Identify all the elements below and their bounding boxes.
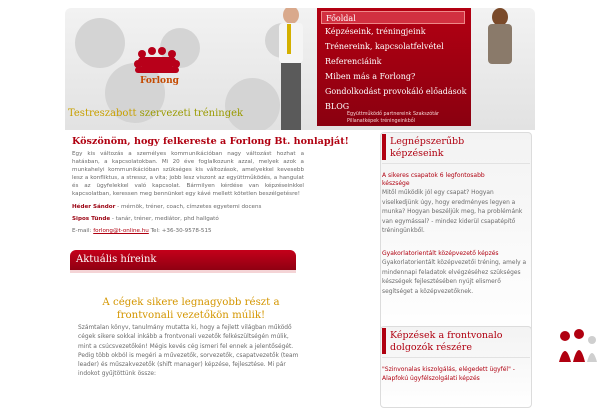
- menu-item-referenciaink[interactable]: Referenciáink: [325, 57, 382, 66]
- news-title: Aktuális híreink: [76, 254, 157, 265]
- welcome-title: Köszönöm, hogy felkereste a Forlong Bt. honlapját!: [72, 136, 349, 147]
- pawns-illustration-icon: [555, 326, 600, 366]
- tagline-highlight: Testreszabott: [68, 108, 137, 119]
- menu-item-miben-mas[interactable]: Miben más a Forlong?: [325, 72, 416, 81]
- news-divider: [70, 270, 296, 273]
- sidebar-title-accent: [382, 328, 386, 354]
- submenu-pillanatkepek[interactable]: Pillanatképek tréningeinkből: [347, 119, 416, 124]
- sidebar-link-csapatok[interactable]: A sikeres csapatok 6 legfontosabb: [382, 172, 485, 179]
- menu-item-fooldal[interactable]: Főoldal: [321, 11, 465, 24]
- contact-line: [72, 228, 212, 234]
- menu-item-blog[interactable]: BLOG: [325, 102, 350, 111]
- email-link[interactable]: forlong@t-online.hu: [93, 228, 149, 234]
- submenu-partnereink[interactable]: Együttműködő partnereink: [347, 112, 412, 117]
- menu-item-eloadasok[interactable]: Gondolkodást provokáló előadások: [325, 87, 467, 96]
- sidebar-title-frontline-1: Képzések a frontvonalo: [390, 330, 503, 341]
- person-name: Héder Sándor: [72, 204, 116, 210]
- sidebar-divider: [382, 357, 530, 358]
- article-title[interactable]: A cégek sikere legnagyobb részt a frontvonali vezetőkön múlik!: [102, 297, 280, 321]
- sidebar-link-ugyfelszolgalat-1[interactable]: "Szinvonalas kiszolgálás, elégedett ügyfél" -: [382, 366, 515, 373]
- tagline-rest: szervezeti tréningek: [136, 108, 244, 119]
- sidebar-text-csapatok: Mitől működik jól egy csapat? Hogyan viselkedjünk úgy, hogy eredményes legyen a munka? Hogyan beszéljük meg, ha problémánk van egymással? - mindez kiderül csapatépítő tréningünkből.: [382, 190, 523, 234]
- person-name: Sipos Tünde: [72, 216, 111, 222]
- person-heder: [72, 204, 261, 210]
- sidebar-link-kozepvezeto[interactable]: Gyakorlatorientált középvezető képzés: [382, 250, 499, 257]
- article-text: Számtalan könyv, tanulmány mutatta ki, hogy a fejlett világban működő cégek sikere sokkal inkább a frontvonali vezetők felkészültségén múlik, mint a csúcsvezetőkén! Mégis kevés cég ismeri fel ennek a jelentőségét. Pedig több okból is megéri a művezetők, sorvezetők, csapatvezetők (team leader) és műszakvezetők (shift manager) képzése, fejlesztése. Mi pár indokot gyűjtöttünk össze:: [78, 325, 299, 378]
- man-figure: [277, 8, 305, 130]
- background-figure: [75, 18, 125, 68]
- menu-item-kepzeseink[interactable]: Képzéseink, tréningjeink: [325, 27, 426, 36]
- menu-item-trenereink[interactable]: Trénereink, kapcsolatfelvétel: [325, 42, 444, 51]
- sidebar-title-accent: [382, 134, 386, 160]
- main-menu: [317, 8, 471, 126]
- tagline: [68, 108, 243, 119]
- background-figure: [225, 78, 280, 130]
- sidebar-text-kozepvezeto: Gyakorlatorientált középvezetői tréning, amely a mindennapi feladatok elvégzéséhez szükséges készségek fejlesztésében nyújt elismerő segítséget a középvezetőknek.: [382, 260, 527, 295]
- intro-text: Egy kis változás a személyes kommunikációban nagy változást hozhat a hatásban, a kapcsolatokban. Mi 20 éve foglalkozunk azzal, melyek azok a munkahelyi kommunikációban szükséges kis változások, amelyekkel kevesebb lesz a konfliktus, a stressz, a vita; jobb lesz viszont az együttműködés, a hangulat és az ügyfelekkel való kapcsolat. Bármilyen kérdése van képzéseinkkel kapcsolatban, keressen meg bennünket egy kávé mellett kötetlen beszélgetésre!: [72, 151, 304, 197]
- sidebar-divider: [382, 163, 530, 164]
- person-role: - mérnök, tréner, coach, címzetes egyetemi docens: [115, 204, 262, 210]
- person-role: - tanár, tréner, mediátor, phd hallgató: [110, 216, 219, 222]
- email-label: E-mail:: [72, 228, 94, 234]
- sidebar-link-ugyfelszolgalat-2[interactable]: Alapfokú ügyfélszolgálati képzés: [382, 375, 480, 382]
- sidebar-link-csapatok-2[interactable]: készsége: [382, 180, 410, 187]
- logo-text: Forlong: [140, 76, 179, 86]
- person-sipos: [72, 216, 219, 222]
- sidebar-title-frontline-2: dolgozók részére: [390, 342, 472, 353]
- woman-figure: [480, 8, 520, 68]
- sidebar-title-popular: Legnépszerűbb képzéseink: [390, 136, 465, 159]
- phone-text: Tel: +36-30-9578-515: [148, 228, 212, 234]
- submenu-szakszotar[interactable]: Szakszótár: [413, 112, 440, 117]
